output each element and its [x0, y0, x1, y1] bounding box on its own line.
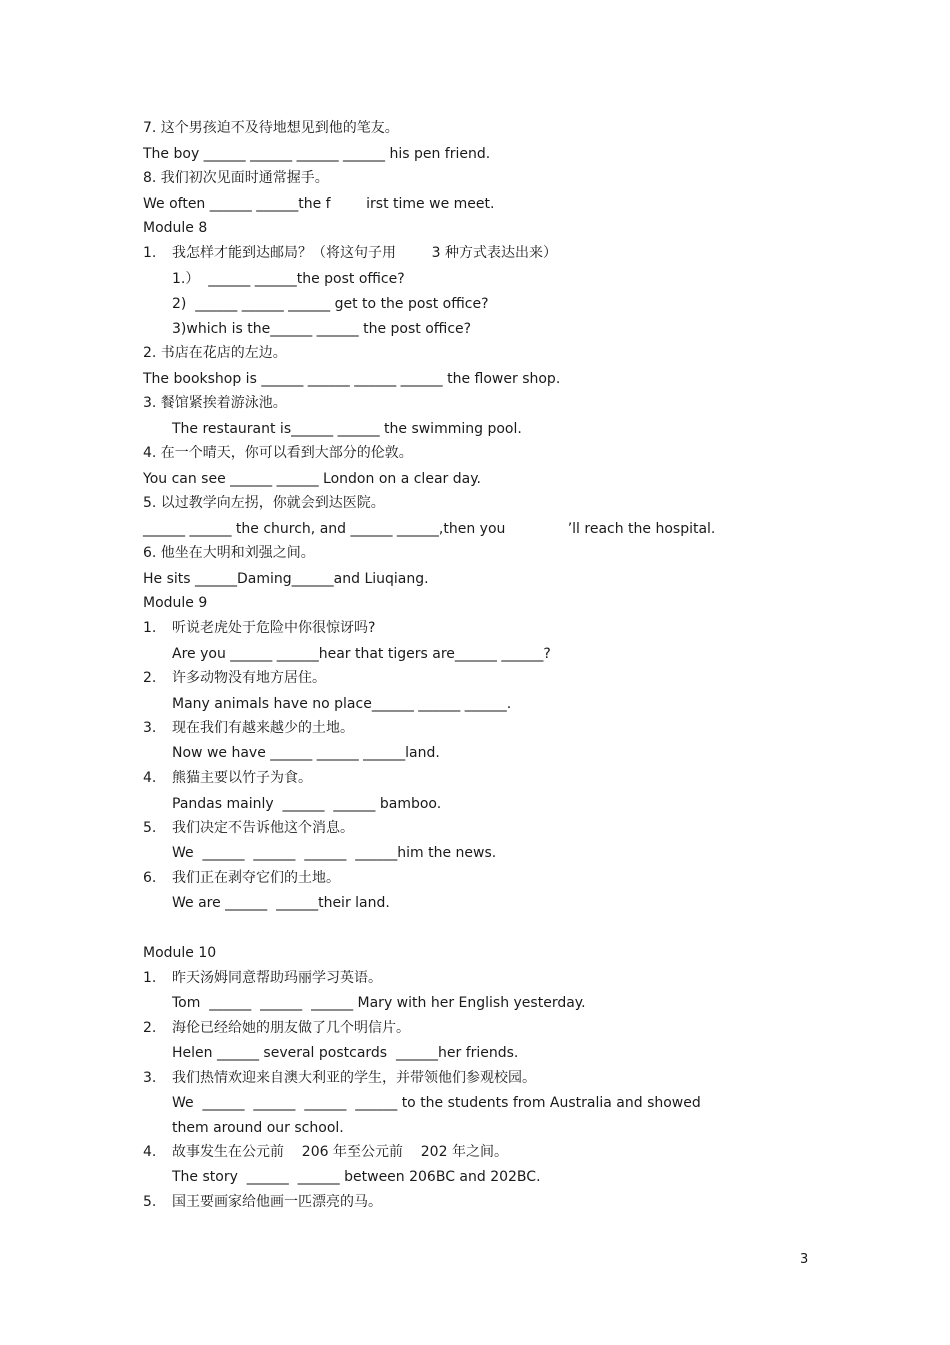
m10-q3-english-line-2: them around our school.: [172, 1120, 344, 1136]
m9-q3-english: Now we have ______ ______ ______land.: [172, 745, 440, 761]
m10-q4-english: The story ______ ______ between 206BC and 202BC.: [172, 1169, 541, 1185]
m8-q4-chinese: 4. 在一个晴天，你可以看到大部分的伦敦。: [143, 445, 413, 461]
m10-q1-english: Tom ______ ______ ______ Mary with her English yesterday.: [172, 995, 586, 1011]
m9-q2-english: Many animals have no place______ ______ ______.: [172, 696, 512, 712]
m9-q4-chinese: 熊猫主要以竹子为食。: [172, 770, 312, 786]
m8-q1-option-1: 1.） ______ ______the post office?: [172, 271, 405, 287]
q8-chinese: 8. 我们初次见面时通常握手。: [143, 170, 329, 186]
q8-english: We often ______ ______the f irst time we meet.: [143, 196, 495, 212]
m8-q6-english: He sits ______Daming______and Liuqiang.: [143, 571, 429, 587]
m8-q2-chinese: 2. 书店在花店的左边。: [143, 345, 287, 361]
m8-q1-option-2: 2) ______ ______ ______ get to the post office?: [172, 296, 489, 312]
m9-q6-english: We are ______ ______their land.: [172, 895, 390, 911]
m8-q3-english: The restaurant is______ ______ the swimming pool.: [172, 421, 522, 437]
m10-q4-number: 4.: [143, 1144, 157, 1160]
m10-q3-english-line-1: We ______ ______ ______ ______ to the students from Australia and showed: [172, 1095, 701, 1111]
m10-q2-chinese: 海伦已经给她的朋友做了几个明信片。: [172, 1020, 410, 1036]
m10-q1-number: 1.: [143, 970, 157, 986]
m8-q1-chinese: 我怎样才能到达邮局？（将这句子用 3 种方式表达出来）: [172, 245, 557, 261]
m9-q1-number: 1.: [143, 620, 157, 636]
m10-q3-chinese: 我们热情欢迎来自澳大利亚的学生，并带领他们参观校园。: [172, 1070, 536, 1086]
m9-q6-chinese: 我们正在剥夺它们的土地。: [172, 870, 340, 886]
m9-q2-number: 2.: [143, 670, 157, 686]
m8-q3-chinese: 3. 餐馆紧挨着游泳池。: [143, 395, 287, 411]
m8-q5-english: ______ ______ the church, and ______ ______,then you ’ll reach the hospital.: [143, 521, 716, 537]
q7-english: The boy ______ ______ ______ ______ his pen friend.: [143, 146, 491, 162]
m8-q6-chinese: 6. 他坐在大明和刘强之间。: [143, 545, 315, 561]
module-10-title: Module 10: [143, 945, 217, 961]
m8-q4-english: You can see ______ ______ London on a clear day.: [143, 471, 481, 487]
m10-q2-english: Helen ______ several postcards ______her friends.: [172, 1045, 519, 1061]
m9-q4-number: 4.: [143, 770, 157, 786]
m10-q4-chinese: 故事发生在公元前 206 年至公元前 202 年之间。: [172, 1144, 508, 1160]
q7-chinese: 7. 这个男孩迫不及待地想见到他的笔友。: [143, 120, 399, 136]
m8-q1-number: 1.: [143, 245, 157, 261]
m10-q3-number: 3.: [143, 1070, 157, 1086]
m9-q6-number: 6.: [143, 870, 157, 886]
m9-q4-english: Pandas mainly ______ ______ bamboo.: [172, 796, 442, 812]
m9-q3-number: 3.: [143, 720, 157, 736]
m9-q5-english: We ______ ______ ______ ______him the news.: [172, 845, 497, 861]
m9-q1-english: Are you ______ ______hear that tigers are______ ______?: [172, 646, 551, 662]
m8-q1-option-3: 3)which is the______ ______ the post office?: [172, 321, 472, 337]
m10-q1-chinese: 昨天汤姆同意帮助玛丽学习英语。: [172, 970, 382, 986]
m10-q5-chinese: 国王要画家给他画一匹漂亮的马。: [172, 1194, 382, 1210]
m8-q2-english: The bookshop is ______ ______ ______ ______ the flower shop.: [143, 371, 561, 387]
page-number: 3: [800, 1252, 809, 1267]
m9-q1-chinese: 听说老虎处于危险中你很惊讶吗?: [172, 620, 376, 636]
m10-q2-number: 2.: [143, 1020, 157, 1036]
module-8-title: Module 8: [143, 220, 208, 236]
m9-q5-number: 5.: [143, 820, 157, 836]
m9-q3-chinese: 现在我们有越来越少的土地。: [172, 720, 354, 736]
module-9-title: Module 9: [143, 595, 208, 611]
m10-q5-number: 5.: [143, 1194, 157, 1210]
m9-q2-chinese: 许多动物没有地方居住。: [172, 670, 326, 686]
m9-q5-chinese: 我们决定不告诉他这个消息。: [172, 820, 354, 836]
m8-q5-chinese: 5. 以过教学向左拐，你就会到达医院。: [143, 495, 385, 511]
